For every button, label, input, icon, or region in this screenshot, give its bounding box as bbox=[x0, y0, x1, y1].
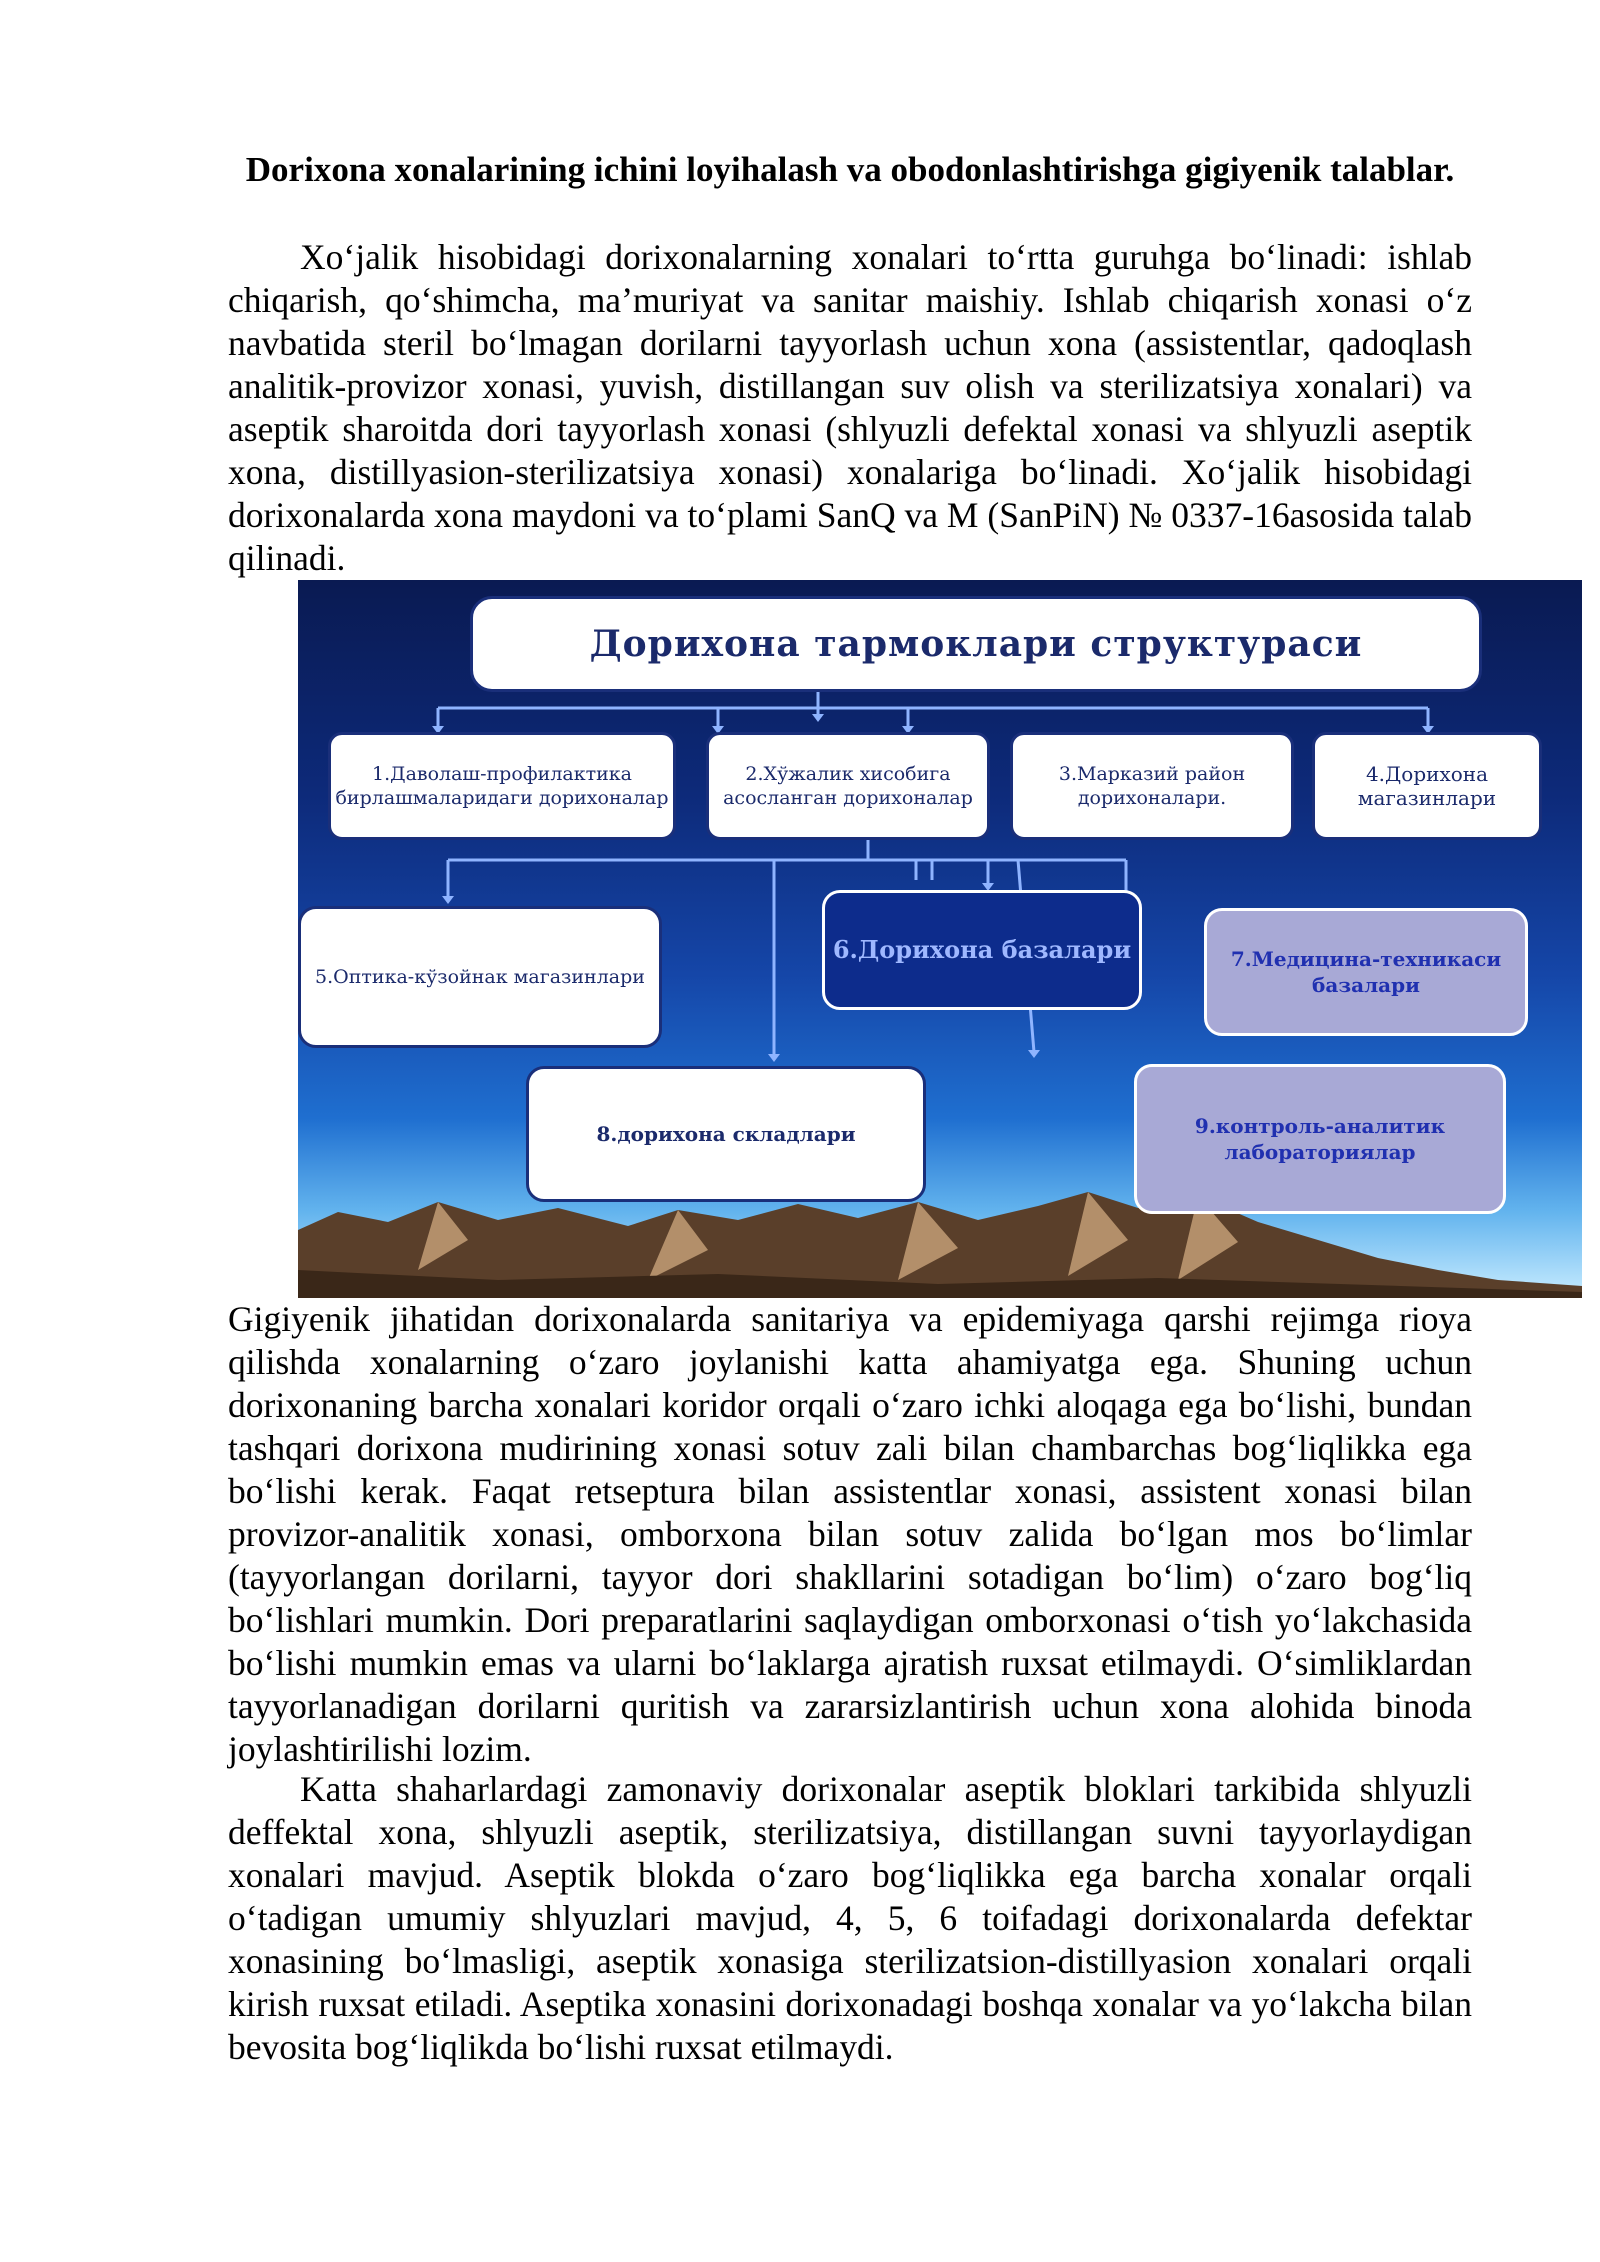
box-pharmacy-bases: 6.Дорихона базалари bbox=[822, 890, 1142, 1010]
document-title: Dorixona xonalarining ichini loyihalash va obodonlashtirishga gigiyenik talablar. bbox=[245, 150, 1455, 189]
pharmacy-structure-diagram bbox=[298, 580, 1582, 1298]
box-pharmacy-warehouses: 8.дорихона складлари bbox=[526, 1066, 926, 1202]
paragraph-3: Katta shaharlardagi zamonaviy dorixonalar aseptik bloklari tarkibida shlyuzli deffektal xona, shlyuzli aseptik, sterilizatsiya, distillangan suvni tayyorlaydigan xonalari mavjud. Aseptik blokda o‘zaro bog‘liqlikka ega barcha xonalar orqali o‘tadigan umumiy shlyuzlari mavjud, 4, 5, 6 toifadagi dorixonalarda defektar xonasining bo‘lmasligi, aseptik xonasiga sterilizatsion-distillyasion xonalari orqali kirish ruxsat etiladi. Aseptika xonasini dorixonadagi boshqa xonalar va yo‘lakcha bilan bevosita bog‘liqlikda bo‘lishi ruxsat etilmaydi. bbox=[228, 1769, 1472, 2067]
box-central-district-pharmacies: 3.Марказий район дорихоналари. bbox=[1010, 732, 1294, 840]
box-control-analytical-labs: 9.контроль-аналитик лабораториялар bbox=[1134, 1064, 1506, 1214]
paragraph-2: Gigiyenik jihatidan dorixonalarda sanitariya va epidemiyaga qarshi rejimga rioya qilishda xonalarning o‘zaro joylanishi katta ahamiyatga ega. Shuning uchun dorixonaning barcha xonalari koridor orqali o‘zaro ichki aloqaga ega bo‘lishi, bundan tashqari dorixona mudirining xonasi sotuv zali bilan chambarchas bog‘liqlikka ega bo‘lishi kerak. Faqat retseptura bilan assistentlar xonasi, assistent xonasi bilan provizor-analitik xonasi, omborxona bilan sotuv zalida bo‘lgan mos bo‘limlar (tayyorlangan dorilarni, tayyor dori shakllarini sotadigan bo‘lim) o‘zaro bog‘liq bo‘lishlari mumkin. Dori preparatlarini saqlaydigan omborxonasi o‘tish yo‘lakchasida bo‘lishi mumkin emas va ularni bo‘laklarga ajratish ruxsat etilmaydi. O‘simliklardan tayyorlanadigan dorilarni quritish va zararsizlantirish uchun xona alohida binoda joylashtirilishi lozim. bbox=[228, 1299, 1472, 1769]
box-treatment-pharmacies: 1.Даволаш-профилактика бирлашмаларидаги дорихоналар bbox=[328, 732, 676, 840]
box-self-financed-pharmacies: 2.Хўжалик хисобига асосланган дорихоналар bbox=[706, 732, 990, 840]
diagram-header-box: Дорихона тармоклари структураси bbox=[470, 596, 1482, 692]
box-pharmacy-stores: 4.Дорихона магазинлари bbox=[1312, 732, 1542, 840]
paragraph-1: Xo‘jalik hisobidagi dorixonalarning xonalari to‘rtta guruhga bo‘linadi: ishlab chiqarish, qo‘shimcha, ma’muriyat va sanitar maishiy. Ishlab chiqarish xonasi o‘z navbatida steril bo‘lmagan dorilarni tayyorlash uchun xona (assistentlar, qadoqlash analitik-provizor xonasi, yuvish, distillangan suv olish va sterilizatsiya xonalari) va aseptik sharoitda dori tayyorlash xonasi (shlyuzli defektal xonasi va shlyuzli aseptik xona, distillyasion-sterilizatsiya xonasi) xonalariga bo‘linadi. Xo‘jalik hisobidagi dorixonalarda xona maydoni va to‘plami SanQ va M (SanPiN) № 0337-16asosida talab qilinadi. bbox=[228, 237, 1472, 578]
box-optics-stores: 5.Оптика-кўзойнак магазинлари bbox=[298, 906, 662, 1048]
box-medical-equipment-bases: 7.Медицина-техникаси базалари bbox=[1204, 908, 1528, 1036]
